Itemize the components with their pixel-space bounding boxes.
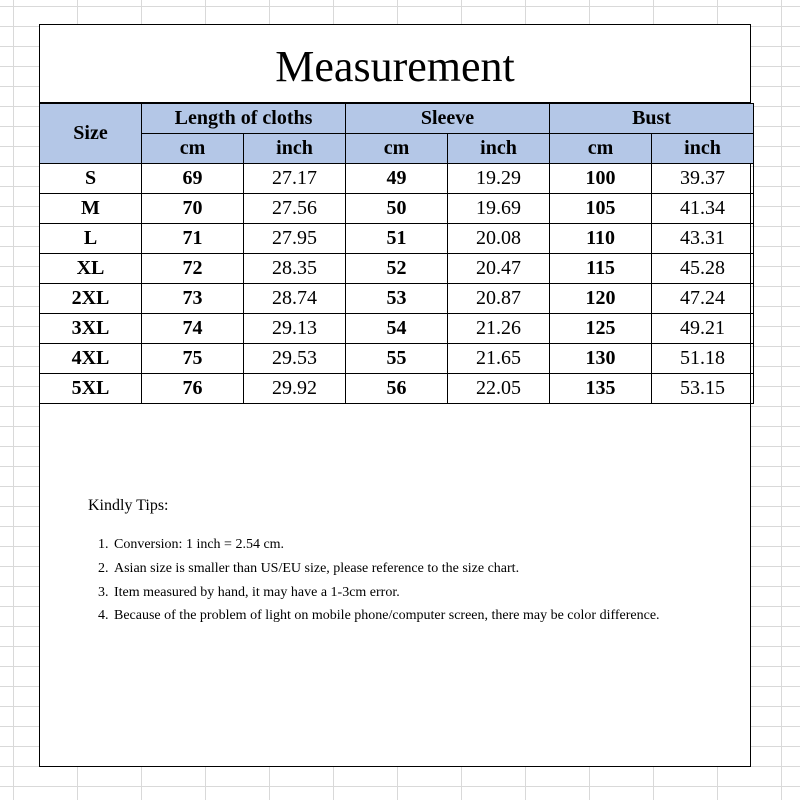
cell-bust-inch: 39.37 — [652, 164, 754, 194]
subheader-inch: inch — [244, 134, 346, 164]
subheader-cm: cm — [550, 134, 652, 164]
cell-sleeve-cm: 55 — [346, 344, 448, 374]
cell-size: 5XL — [40, 374, 142, 404]
subheader-inch: inch — [652, 134, 754, 164]
cell-bust-inch: 51.18 — [652, 344, 754, 374]
size-chart-table — [39, 103, 754, 404]
cell-length-cm: 71 — [142, 224, 244, 254]
cell-sleeve-cm: 56 — [346, 374, 448, 404]
header-bust: Bust — [550, 104, 754, 134]
subheader-cm: cm — [142, 134, 244, 164]
header-sleeve: Sleeve — [346, 104, 550, 134]
tips-list — [88, 533, 728, 627]
cell-sleeve-inch: 21.26 — [448, 314, 550, 344]
cell-sleeve-inch: 19.29 — [448, 164, 550, 194]
cell-bust-cm: 115 — [550, 254, 652, 284]
cell-sleeve-cm: 52 — [346, 254, 448, 284]
cell-sleeve-cm: 51 — [346, 224, 448, 254]
measurement-sheet — [39, 24, 751, 767]
subheader-cm: cm — [346, 134, 448, 164]
cell-length-cm: 72 — [142, 254, 244, 284]
cell-length-cm: 74 — [142, 314, 244, 344]
cell-length-inch: 27.17 — [244, 164, 346, 194]
cell-sleeve-cm: 53 — [346, 284, 448, 314]
cell-size: XL — [40, 254, 142, 284]
cell-length-inch: 27.95 — [244, 224, 346, 254]
table-row — [40, 344, 754, 374]
tip-item: 4. Because of the problem of light on mobile phone/computer screen, there may be color difference. — [112, 605, 728, 627]
table-row — [40, 164, 754, 194]
cell-size: 3XL — [40, 314, 142, 344]
cell-sleeve-cm: 54 — [346, 314, 448, 344]
cell-length-cm: 69 — [142, 164, 244, 194]
cell-sleeve-inch: 21.65 — [448, 344, 550, 374]
header-length: Length of cloths — [142, 104, 346, 134]
cell-length-inch: 29.92 — [244, 374, 346, 404]
header-size: Size — [40, 104, 142, 164]
cell-sleeve-cm: 49 — [346, 164, 448, 194]
table-row — [40, 284, 754, 314]
cell-bust-inch: 43.31 — [652, 224, 754, 254]
cell-bust-cm: 100 — [550, 164, 652, 194]
cell-length-cm: 73 — [142, 284, 244, 314]
cell-bust-inch: 45.28 — [652, 254, 754, 284]
cell-length-cm: 70 — [142, 194, 244, 224]
table-header-row — [40, 104, 754, 134]
subheader-inch: inch — [448, 134, 550, 164]
table-row — [40, 314, 754, 344]
cell-bust-cm: 110 — [550, 224, 652, 254]
cell-sleeve-inch: 22.05 — [448, 374, 550, 404]
cell-bust-cm: 105 — [550, 194, 652, 224]
cell-sleeve-inch: 20.87 — [448, 284, 550, 314]
cell-length-inch: 28.74 — [244, 284, 346, 314]
cell-sleeve-inch: 19.69 — [448, 194, 550, 224]
cell-length-inch: 28.35 — [244, 254, 346, 284]
cell-size: 2XL — [40, 284, 142, 314]
cell-bust-inch: 49.21 — [652, 314, 754, 344]
cell-size: L — [40, 224, 142, 254]
cell-length-inch: 29.13 — [244, 314, 346, 344]
table-subheader-row — [40, 134, 754, 164]
cell-bust-cm: 130 — [550, 344, 652, 374]
cell-bust-cm: 125 — [550, 314, 652, 344]
page-title: Measurement — [40, 25, 750, 103]
tip-item: 2. Asian size is smaller than US/EU size, please reference to the size chart. — [112, 557, 728, 581]
cell-length-inch: 29.53 — [244, 344, 346, 374]
tip-item: 1. Conversion: 1 inch = 2.54 cm. — [112, 533, 728, 557]
cell-bust-inch: 41.34 — [652, 194, 754, 224]
table-row — [40, 224, 754, 254]
cell-size: 4XL — [40, 344, 142, 374]
cell-sleeve-inch: 20.47 — [448, 254, 550, 284]
cell-bust-inch: 47.24 — [652, 284, 754, 314]
cell-length-cm: 75 — [142, 344, 244, 374]
table-row — [40, 194, 754, 224]
cell-bust-cm: 120 — [550, 284, 652, 314]
cell-sleeve-inch: 20.08 — [448, 224, 550, 254]
cell-length-cm: 76 — [142, 374, 244, 404]
cell-size: M — [40, 194, 142, 224]
tips-section — [88, 497, 728, 627]
tip-item: 3. Item measured by hand, it may have a 1-3cm error. — [112, 581, 728, 605]
cell-sleeve-cm: 50 — [346, 194, 448, 224]
tips-title: Kindly Tips: — [88, 497, 169, 514]
table-row — [40, 374, 754, 404]
cell-size: S — [40, 164, 142, 194]
cell-bust-inch: 53.15 — [652, 374, 754, 404]
table-row — [40, 254, 754, 284]
cell-bust-cm: 135 — [550, 374, 652, 404]
cell-length-inch: 27.56 — [244, 194, 346, 224]
